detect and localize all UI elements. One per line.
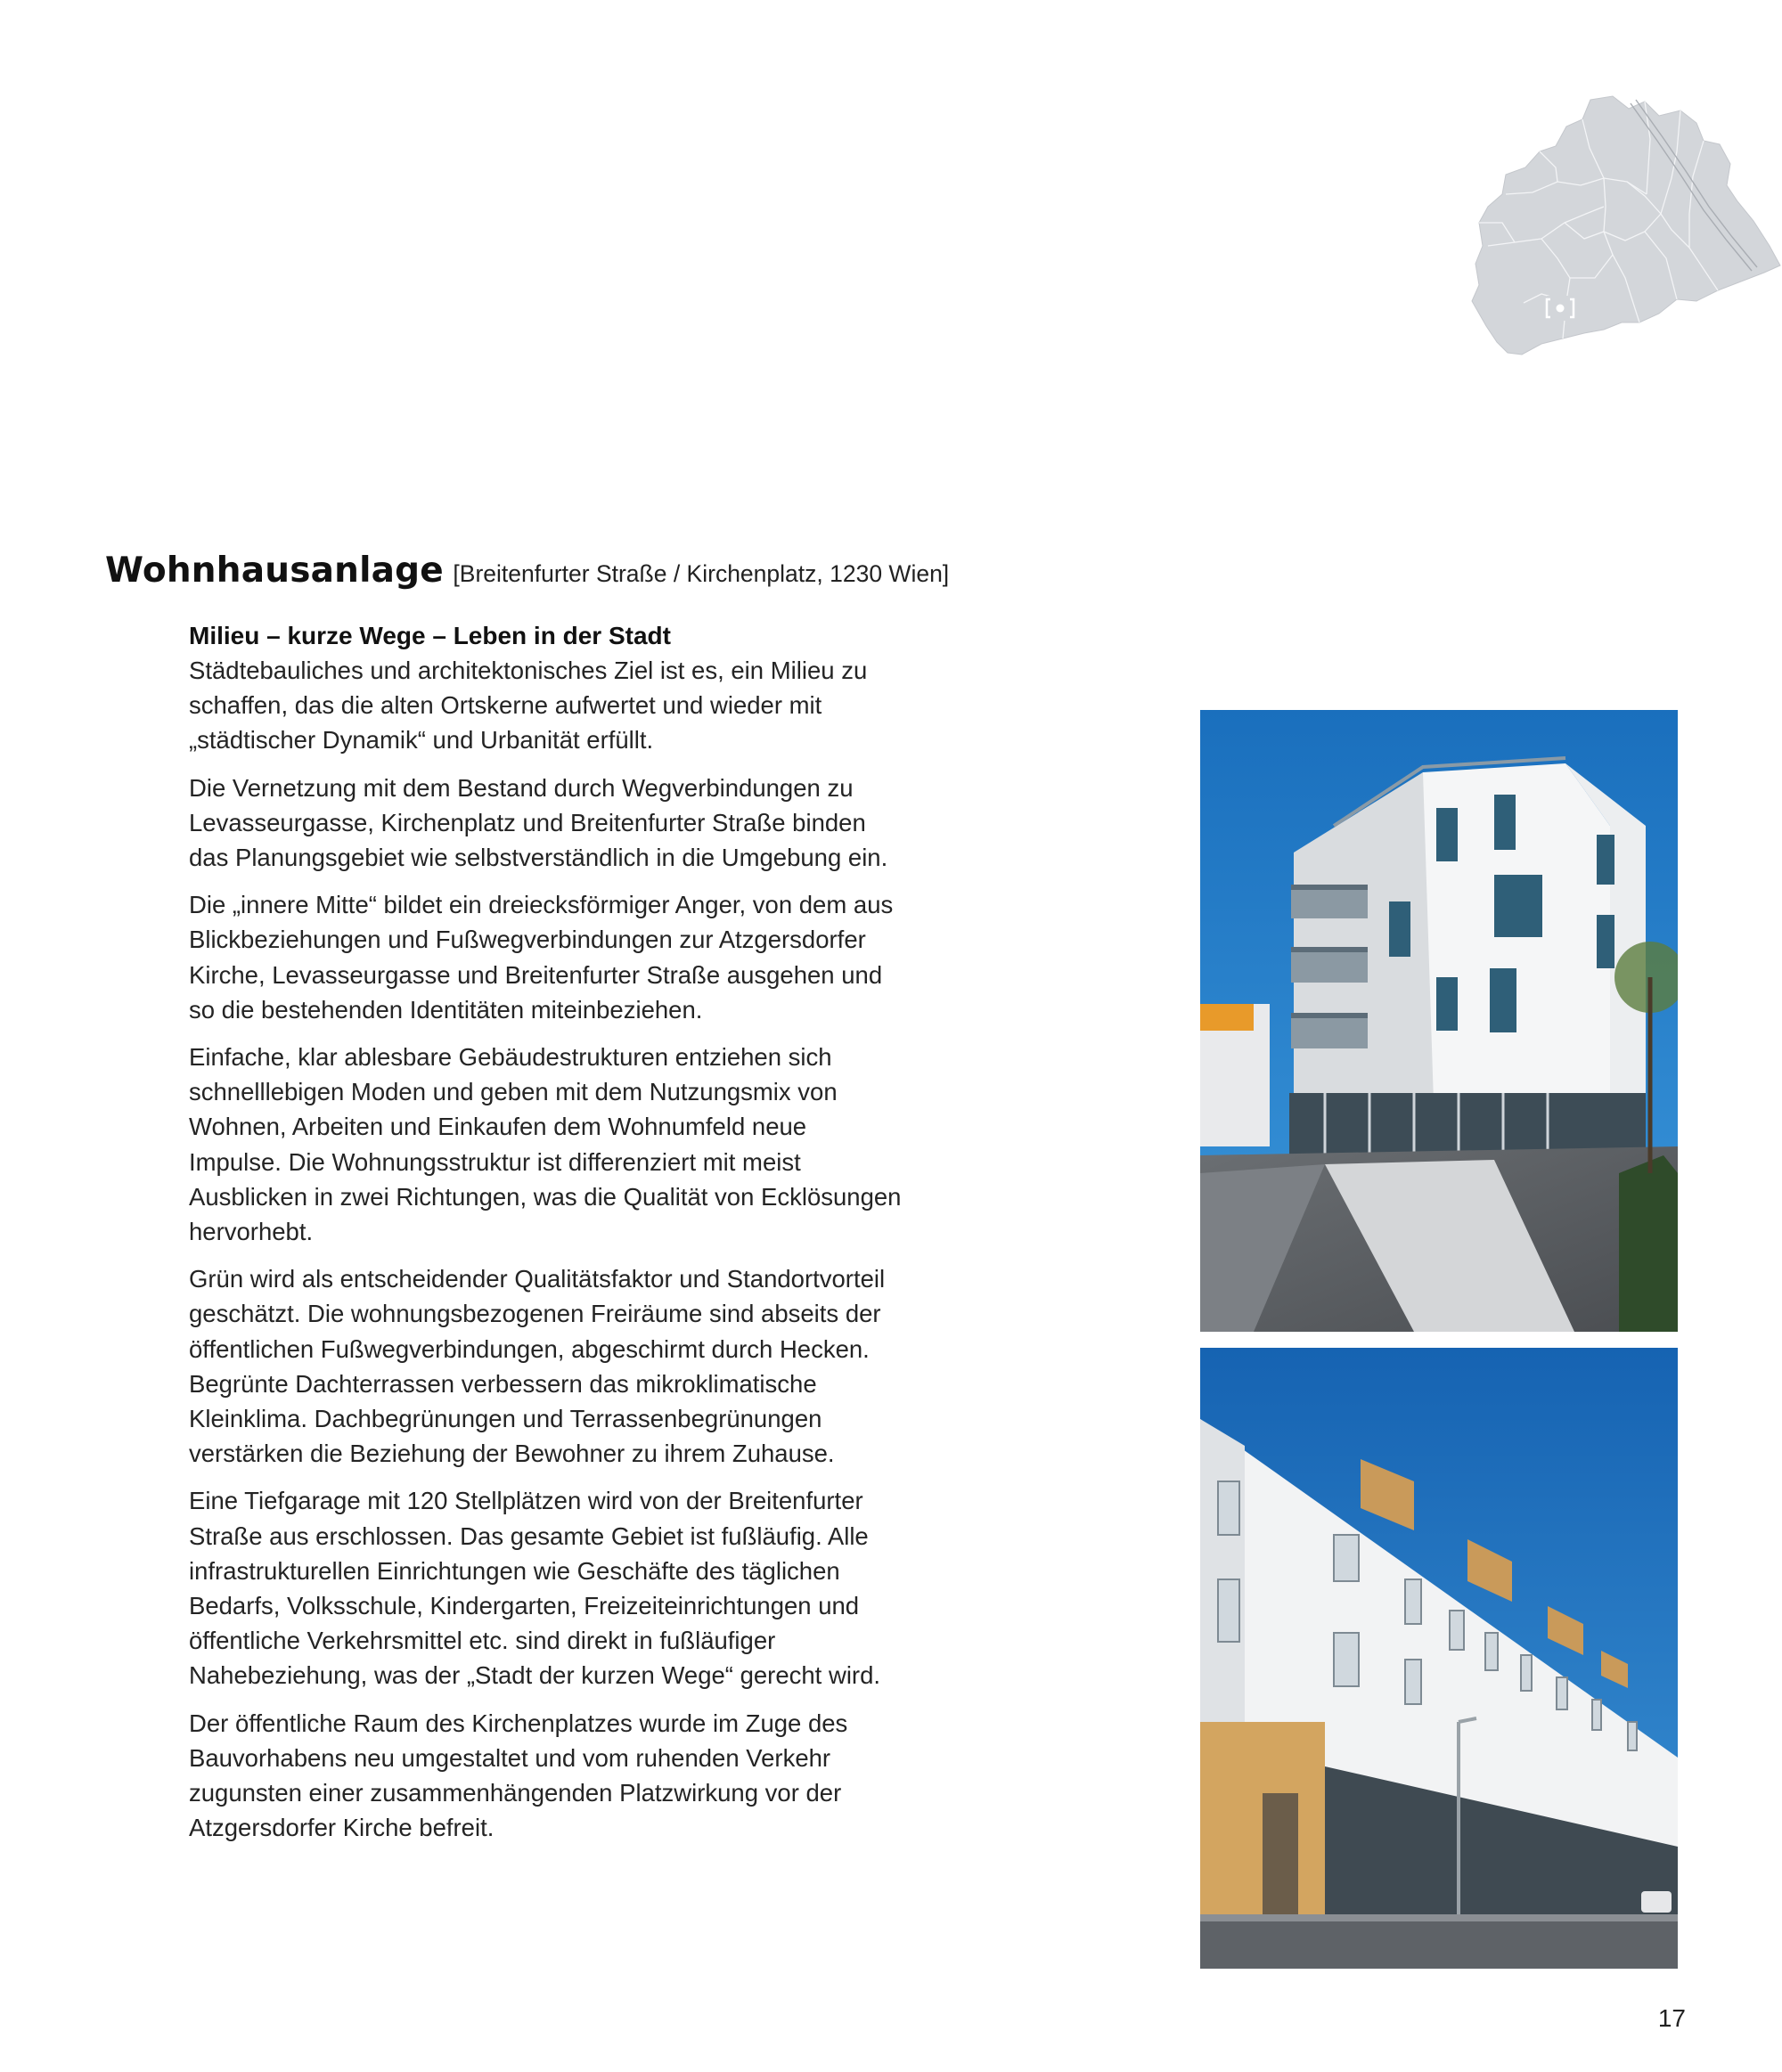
page-number: 17 (1657, 2004, 1686, 2032)
title-row (105, 551, 949, 591)
paragraph-4: Einfache, klar ablesbare Gebäudestrukturen entziehen sich schnelllebigen Moden und geben mit dem Nutzungsmix von Wohnen, Arbeiten und Einkaufen dem Wohnumfeld neue Impulse. Die Wohnungsstruktur ist differenziert mit meist Ausblicken in zwei Richtungen, was die Qualität von Ecklösungen hervorhebt. (189, 1043, 902, 1246)
page-subtitle: [Breitenfurter Straße / Kirchenplatz, 1230 Wien] (453, 560, 950, 587)
paragraph-5: Grün wird als entscheidender Qualitätsfaktor und Standortvorteil geschätzt. Die wohnungsbezogenen Freiräume sind abseits der öffentlichen Fußwegverbindungen, abgeschirmt durch Hecken. Begrünte Dachterrassen verbessern das mikroklimatische Kleinklima. Dachbegrünungen und Terrassenbegrünungen verstärken die Beziehung der Bewohner zu ihrem Zuhause. (189, 1265, 886, 1468)
paragraph-2: Die Vernetzung mit dem Bestand durch Wegverbindungen zu Levasseurgasse, Kirchenplatz und Breitenfurter Straße binden das Planungsgebiet wie selbstverständlich in die Umgebung ein. (189, 773, 888, 872)
page-title: Wohnhausanlage (105, 551, 444, 591)
paragraph-7: Der öffentliche Raum des Kirchenplatzes wurde im Zuge des Bauvorhabens neu umgestaltet und vom ruhenden Verkehr zugunsten einer zusammenhängenden Platzwirkung vor der Atzgersdorfer Kirche befreit. (189, 1709, 848, 1842)
paragraph-6: Eine Tiefgarage mit 120 Stellplätzen wird von der Breitenfurter Straße aus erschlossen. Das gesamte Gebiet ist fußläufig. Alle infrastrukturellen Einrichtungen wie Geschäfte des täglichen Bedarfs, Volksschule, Kindergarten, Freizeiteinrichtungen und öffentliche Verkehrsmittel etc. sind direkt in fußläufiger Nahebeziehung, was der „Stadt der kurzen Wege“ gerecht wird. (189, 1487, 881, 1690)
photo-building-corner (1200, 710, 1678, 1332)
vienna-outline (1472, 96, 1780, 355)
body-text (189, 618, 902, 1858)
paragraph-3: Die „innere Mitte“ bildet ein dreiecksförmiger Anger, von dem aus Blickbeziehungen und Fußwegverbindungen zur Atzgersdorfer Kirche, Levasseurgasse und Breitenfurter Straße ausgehen und so die bestehenden Identitäten miteinbeziehen. (189, 891, 894, 1024)
vienna-district-map (1470, 89, 1782, 365)
section-heading: Milieu – kurze Wege – Leben in der Stadt (189, 622, 671, 649)
photo-street-facade (1200, 1348, 1678, 1969)
paragraph-1: Städtebauliches und architektonisches Ziel ist es, ein Milieu zu schaffen, das die alten Ortskerne aufwertet und wieder mit „städtischer Dynamik“ und Urbanität erfüllt. (189, 657, 868, 755)
location-marker (1547, 296, 1574, 321)
